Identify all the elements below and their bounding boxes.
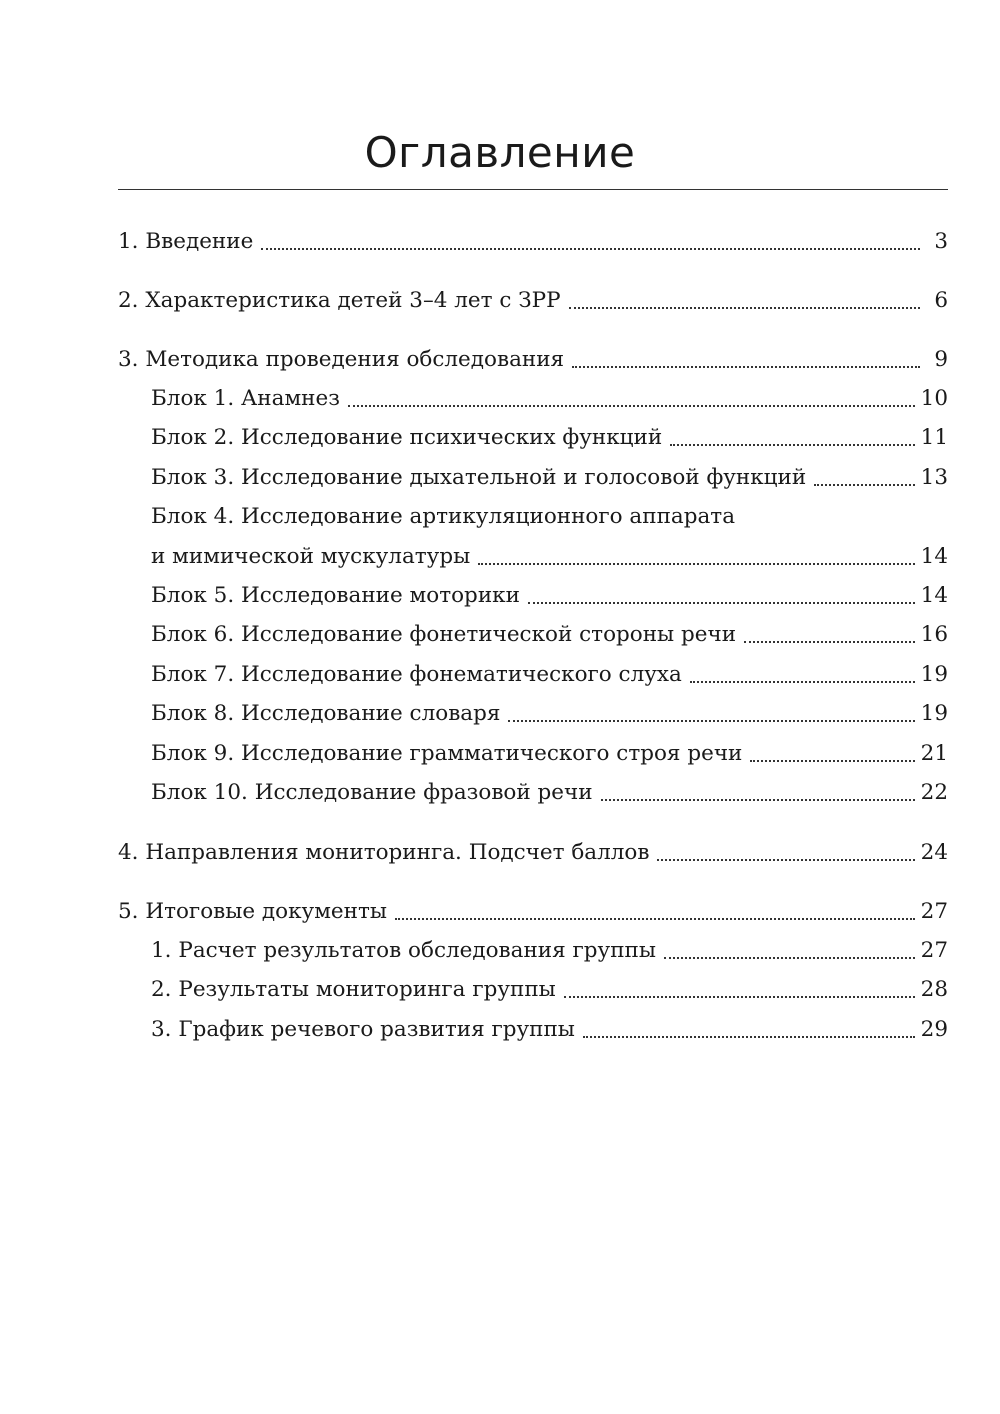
dot-leader	[664, 957, 915, 959]
toc-entry-label: 2. Характеристика детей 3–4 лет с ЗРР	[118, 288, 561, 313]
toc-entry-final-documents[interactable]	[118, 895, 948, 929]
toc-entry-label: 3. График речевого развития группы	[151, 1017, 575, 1042]
dot-leader	[814, 484, 914, 486]
dot-leader	[261, 248, 920, 250]
toc-entry-block-5[interactable]	[151, 579, 948, 613]
toc-page-number: 6	[934, 288, 948, 313]
toc-entry-block-2[interactable]	[151, 421, 948, 455]
dot-leader	[528, 602, 915, 604]
toc-entry-label: Блок 6. Исследование фонетической стороны речи	[151, 622, 737, 647]
toc-entry-block-4[interactable]	[151, 540, 948, 574]
toc-entry-label: Блок 5. Исследование моторики	[151, 583, 520, 608]
dot-leader	[657, 859, 914, 861]
dot-leader	[348, 405, 915, 407]
toc-entry-block-4-line-1[interactable]: Блок 4. Исследование артикуляционного аппарата	[151, 504, 736, 529]
dot-leader	[670, 444, 914, 446]
toc-page-number: 9	[934, 347, 948, 372]
toc-entry-monitoring[interactable]	[118, 836, 948, 870]
toc-entry-label: Блок 7. Исследование фонематического слуха	[151, 662, 682, 687]
toc-page-number: 21	[920, 741, 948, 766]
toc-entry-doc-1[interactable]	[151, 934, 948, 968]
toc-entry-block-8[interactable]	[151, 697, 948, 731]
toc-page-number: 14	[920, 544, 948, 569]
toc-entry-block-7[interactable]	[151, 658, 948, 692]
toc-entry-label: Блок 1. Анамнез	[151, 386, 340, 411]
dot-leader	[478, 563, 914, 565]
page-title: Оглавление	[364, 128, 636, 177]
toc-entry-block-10[interactable]	[151, 776, 948, 810]
toc-entry-block-6[interactable]	[151, 618, 948, 652]
toc-entry-label: Блок 8. Исследование словаря	[151, 701, 501, 726]
toc-entry-block-9[interactable]	[151, 737, 948, 771]
toc-entry-label: Блок 2. Исследование психических функций	[151, 425, 663, 450]
toc-page-number: 28	[920, 977, 948, 1002]
toc-entry-methodology[interactable]	[118, 343, 948, 377]
toc-entry-label: 1. Расчет результатов обследования группы	[151, 938, 656, 963]
toc-entry-label: 3. Методика проведения обследования	[118, 347, 565, 372]
toc-entry-label: 5. Итоговые документы	[118, 899, 387, 924]
toc-entry-label: и мимической мускулатуры	[151, 544, 471, 569]
toc-page-number: 10	[920, 386, 948, 411]
dot-leader	[601, 799, 915, 801]
toc-entry-label: Блок 9. Исследование грамматического строя речи	[151, 741, 743, 766]
toc-entry-doc-3[interactable]	[151, 1013, 948, 1047]
toc-page-number: 19	[920, 662, 948, 687]
dot-leader	[569, 307, 920, 309]
dot-leader	[750, 760, 914, 762]
toc-entry-intro[interactable]	[118, 225, 948, 259]
toc-page-number: 19	[920, 701, 948, 726]
dot-leader	[508, 720, 914, 722]
toc-page-number: 16	[920, 622, 948, 647]
toc-page-number: 3	[934, 229, 948, 254]
dot-leader	[690, 681, 915, 683]
toc-entry-block-3[interactable]	[151, 461, 948, 495]
toc-page-number: 13	[920, 465, 948, 490]
toc-entry-label: 2. Результаты мониторинга группы	[151, 977, 556, 1002]
toc-entry-label: Блок 10. Исследование фразовой речи	[151, 780, 593, 805]
toc-page-number: 14	[920, 583, 948, 608]
toc-page-number: 29	[920, 1017, 948, 1042]
dot-leader	[744, 641, 915, 643]
toc-page-number: 22	[920, 780, 948, 805]
toc-entry-label: 1. Введение	[118, 229, 254, 254]
toc-page-number: 11	[920, 425, 948, 450]
dot-leader	[572, 366, 920, 368]
dot-leader	[564, 996, 915, 998]
toc-page-number: 24	[920, 840, 948, 865]
toc-page-number: 27	[920, 938, 948, 963]
toc-entry-label: 4. Направления мониторинга. Подсчет баллов	[118, 840, 650, 865]
toc-entry-label: Блок 3. Исследование дыхательной и голосовой функций	[151, 465, 807, 490]
dot-leader	[395, 918, 915, 920]
toc-entry-characteristics[interactable]	[118, 284, 948, 318]
dot-leader	[583, 1036, 915, 1038]
toc-page-number: 27	[920, 899, 948, 924]
toc-entry-block-1[interactable]	[151, 382, 948, 416]
table-of-contents	[118, 0, 948, 1414]
toc-entry-doc-2[interactable]	[151, 973, 948, 1007]
